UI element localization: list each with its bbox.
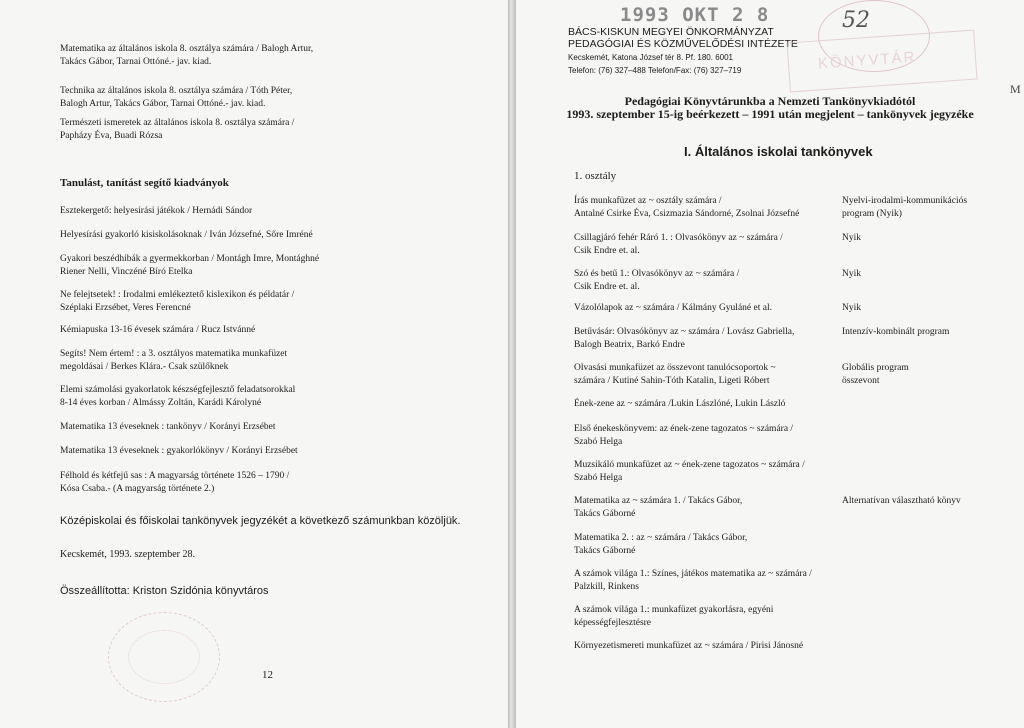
entry-line: Félhold és kétfejű sas : A magyarság története 1526 – 1790 / [60, 471, 290, 481]
publisher-entry [60, 384, 480, 410]
entry-line: Intenzív-kombinált program [842, 327, 950, 337]
entry-line: Ne felejtsetek! : Irodalmi emlékeztető kislexikon és példatár / [60, 290, 295, 300]
book-program [842, 302, 1022, 315]
entry-line: Matematika az általános iskola 8. osztálya számára / Balogh Artur, [60, 44, 314, 54]
publisher-heading: Tanulást, tanítást segítő kiadványok [60, 177, 229, 189]
library-stamp-left-inner [128, 630, 200, 684]
entry-line: Gyakori beszédhibák a gyermekkorban / Montágh Imre, Montághné [60, 254, 320, 264]
entry-line: Riener Nelli, Vinczéné Bíró Etelka [60, 267, 193, 277]
entry-line: Szó és betű 1.: Olvasókönyv az ~ számára / [574, 269, 740, 279]
entry-line: Helyesírási gyakorló kisiskolásoknak / Iván Józsefné, Sőre Imréné [60, 230, 313, 240]
entry-line: Széplaki Erzsébet, Veres Ferencné [60, 303, 191, 313]
book-program [842, 362, 1022, 387]
entry-line: Olvasási munkafüzet az összevont tanulócsoportok ~ [574, 363, 776, 373]
entry-line: Takács Gáborné [574, 545, 636, 556]
book-entry [574, 302, 844, 315]
entry-line: Alternatívan választható könyv [842, 496, 961, 506]
entry-line: Matematika az ~ számára 1. / Takács Gábor, [574, 496, 743, 506]
compiler-line: Összeállította: Kriston Szidónia könyvtáros [60, 585, 269, 597]
entry-line: Nyelvi-irodalmi-kommunikációs [842, 196, 968, 206]
entry-line: A számok világa 1.: munkafüzet gyakorlásra, egyéni [574, 605, 774, 615]
book-entry [574, 423, 844, 448]
entry-line: Elemi számolási gyakorlatok készségfejlesztő feladatsorokkal [60, 385, 296, 395]
date-line: Kecskemét, 1993. szeptember 28. [60, 549, 195, 560]
book-entry [574, 495, 844, 520]
publisher-entry [60, 289, 480, 315]
book-entry [574, 232, 844, 257]
entry-line: A számok világa 1.: Színes, játékos matematika az ~ számára / [574, 569, 812, 579]
document-subtitle: 1993. szeptember 15-ig beérkezett – 1991 után megjelent – tankönyvek jegyzéke [566, 107, 974, 121]
right-page [516, 0, 1024, 728]
entry-line: Papházy Éva, Buadi Rózsa [60, 131, 163, 141]
catalog-entry [60, 43, 480, 69]
entry-line: Környezetismereti munkafüzet az ~ számára / Pirisi Jánosné [574, 641, 804, 651]
entry-line: Globális program [842, 363, 909, 373]
book-entry [574, 398, 844, 411]
book-entry [574, 459, 844, 484]
entry-line: Csik Endre et. al. [574, 245, 640, 256]
book-entry [574, 362, 844, 387]
signature: 52 [842, 8, 870, 33]
notice-text: Középiskolai és főiskolai tankönyvek jegyzékét a következő számunkban közöljük. [60, 515, 461, 527]
institution-phone: Telefon: (76) 327–488 Telefon/Fax: (76) 327–719 [568, 66, 742, 75]
publisher-entry [60, 421, 480, 434]
entry-line: Szabó Helga [574, 472, 623, 483]
entry-line: Természeti ismeretek az általános iskola 8. osztálya számára / [60, 118, 295, 128]
entry-line: Segíts! Nem értem! : a 3. osztályos matematika munkafüzet [60, 349, 288, 359]
entry-line: Első énekeskönyvem: az ének-zene tagozatos ~ számára / [574, 424, 794, 434]
entry-line: Ének-zene az ~ számára /Lukin Lászlóné, Lukin László [574, 399, 786, 409]
catalog-entry [60, 85, 480, 111]
catalog-entry [60, 117, 480, 143]
entry-line: Írás munkafüzet az ~ osztály számára / [574, 196, 722, 206]
book-program [842, 195, 1022, 220]
book-entry [574, 326, 844, 351]
book-program [842, 326, 1022, 339]
entry-line: Csik Endre et. al. [574, 281, 640, 292]
entry-line: Muzsikáló munkafüzet az ~ ének-zene tagozatos ~ számára / [574, 460, 805, 470]
entry-line: Nyik [842, 269, 861, 279]
book-program [842, 268, 1022, 281]
entry-line: Balogh Beatrix, Barkó Endre [574, 339, 685, 350]
page-number: 12 [262, 669, 273, 681]
entry-line: Takács Gáborné [574, 508, 636, 519]
book-entry [574, 640, 844, 653]
entry-line: Nyik [842, 303, 861, 313]
entry-line: megoldásai / Berkes Klára.- Csak szülőknek [60, 362, 229, 372]
entry-line: összevont [842, 375, 880, 386]
entry-line: Csillagjáró fehér Ráró 1. : Olvasókönyv az ~ számára / [574, 233, 783, 243]
institution-name: BÁCS-KISKUN MEGYEI ÖNKORMÁNYZAT [568, 26, 774, 38]
entry-line: 8-14 éves korban / Almássy Zoltán, Karádi Károlyné [60, 398, 262, 408]
entry-line: Matematika 2. : az ~ számára / Takács Gábor, [574, 533, 748, 543]
publisher-entry [60, 205, 480, 218]
entry-line: Balogh Artur, Takács Gábor, Tarnai Ottóné.- jav. kiad. [60, 99, 266, 109]
library-stamp-text: KÖNYVTÁR [817, 48, 917, 73]
publisher-entry [60, 253, 480, 279]
entry-line: Antalné Csirke Éva, Csizmazia Sándorné, Zsolnai Józsefné [574, 208, 800, 219]
institution-address: Kecskemét, Katona József tér 8. Pf. 180. 6001 [568, 53, 733, 62]
entry-line: Matematika 13 éveseknek : tankönyv / Korányi Erzsébet [60, 422, 276, 432]
institution-subname: PEDAGÓGIAI ÉS KÖZMŰVELŐDÉSI INTÉZETE [568, 38, 798, 50]
book-entry [574, 532, 844, 557]
publisher-entry [60, 324, 480, 337]
entry-line: számára / Kutiné Sahin-Tóth Katalin, Ligeti Róbert [574, 375, 770, 386]
entry-line: Esztekergető: helyesírási játékok / Hernádi Sándor [60, 206, 253, 216]
entry-line: Palzkill, Rinkens [574, 581, 639, 592]
book-gutter [508, 0, 516, 728]
publisher-entry [60, 470, 480, 496]
registration-stamp: 1993 OKT 2 8 [620, 4, 770, 26]
book-program [842, 495, 1022, 508]
entry-line: Vázolólapok az ~ számára / Kálmány Gyuláné et al. [574, 303, 772, 313]
book-entry [574, 604, 844, 629]
book-entry [574, 568, 844, 593]
entry-line: Technika az általános iskola 8. osztálya számára / Tóth Péter, [60, 86, 293, 96]
entry-line: Nyik [842, 233, 861, 243]
entry-line: képességfejlesztésre [574, 617, 652, 628]
section-title: I. Általános iskolai tankönyvek [684, 144, 873, 159]
entry-line: Matematika 13 éveseknek : gyakorlókönyv / Korányi Erzsébet [60, 446, 298, 456]
publisher-entry [60, 445, 480, 458]
book-entry [574, 195, 844, 220]
document-title: Pedagógiai Könyvtárunkba a Nemzeti Tankönyvkiadótól [624, 94, 916, 108]
book-program [842, 232, 1022, 245]
corner-mark: M [1010, 82, 1021, 96]
publisher-entry [60, 348, 480, 374]
entry-line: program (Nyik) [842, 208, 902, 219]
entry-line: Betűvásár: Olvasókönyv az ~ számára / Lovász Gabriella, [574, 327, 795, 337]
left-page [0, 0, 508, 728]
entry-line: Kémiapuska 13-16 évesek számára / Rucz Istvánné [60, 325, 256, 335]
entry-line: Szabó Helga [574, 436, 623, 447]
book-entry [574, 268, 844, 293]
grade-heading: 1. osztály [574, 170, 617, 182]
publisher-entry [60, 229, 480, 242]
entry-line: Kósa Csaba.- (A magyarság története 2.) [60, 484, 215, 494]
entry-line: Takács Gábor, Tarnai Ottóné.- jav. kiad. [60, 57, 212, 67]
